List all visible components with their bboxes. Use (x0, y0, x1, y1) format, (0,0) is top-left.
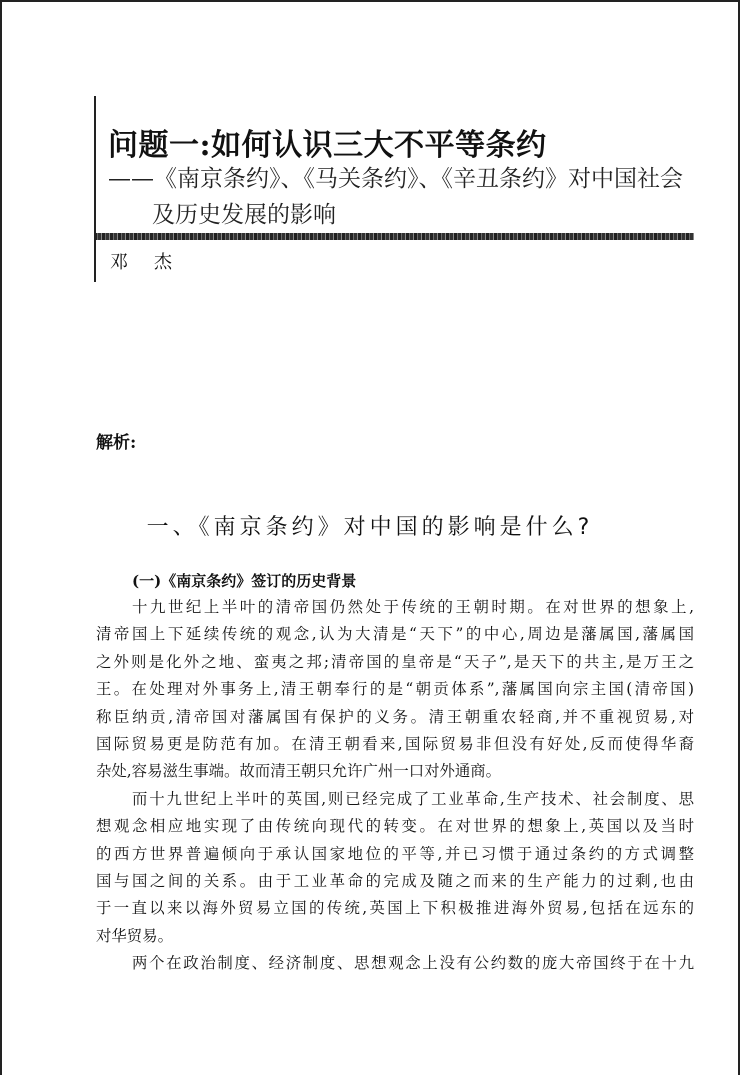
author-name: 邓杰 (110, 252, 198, 273)
paragraph-1-line: 称臣纳贡,清帝国对藩属国有保护的义务。清王朝重农轻商,并不重视贸易,对 (96, 707, 694, 726)
chapter-subtitle-line-1: ——《南京条约》、《马关条约》、《辛丑条约》对中国社会 (108, 166, 683, 192)
paragraph-2-line: 国与国之间的关系。由于工业革命的完成及随之而来的生产能力的过剩,也由 (96, 872, 694, 891)
paragraph-1-line: 杂处,容易滋生事端。故而清王朝只允许广州一口对外通商。 (96, 762, 502, 781)
paragraph-2-line: 想观念相应地实现了由传统向现代的转变。在对世界的想象上,英国以及当时 (96, 817, 694, 836)
title-decorative-band (94, 233, 694, 240)
sub-heading: (一)《南京条约》签订的历史背景 (132, 572, 357, 590)
chapter-subtitle-line-2: 及历史发展的影响 (152, 202, 336, 228)
paragraph-2-line: 而十九世纪上半叶的英国,则已经完成了工业革命,生产技术、社会制度、思 (132, 789, 694, 808)
chapter-title: 问题一:如何认识三大不平等条约 (108, 128, 547, 163)
paragraph-1-line: 清帝国上下延续传统的观念,认为大清是“天下”的中心,周边是藩属国,藩属国 (96, 625, 694, 644)
paragraph-1-line: 十九世纪上半叶的清帝国仍然处于传统的王朝时期。在对世界的想象上, (132, 598, 694, 616)
analysis-label: 解析: (96, 433, 137, 453)
paragraph-2-line: 的西方世界普遍倾向于承认国家地位的平等,并已习惯于通过条约的方式调整 (96, 844, 694, 863)
page-border-top (0, 0, 740, 2)
paragraph-1-line: 之外则是化外之地、蛮夷之邦;清帝国的皇帝是“天子”,是天下的共主,是万王之 (96, 652, 694, 671)
body-text (96, 594, 694, 978)
paragraph-1-line: 王。在处理对外事务上,清王朝奉行的是“朝贡体系”,藩属国向宗主国(清帝国) (96, 680, 694, 699)
section-heading: 一、《南京条约》对中国的影响是什么? (146, 515, 594, 540)
paragraph-2-line: 于一直以来以海外贸易立国的传统,英国上下积极推进海外贸易,包括在远东的 (96, 899, 694, 918)
paragraph-2-line: 对华贸易。 (96, 926, 173, 945)
paragraph-1-line: 国际贸易更是防范有加。在清王朝看来,国际贸易非但没有好处,反而使得华裔 (96, 735, 694, 754)
title-vertical-rule (94, 96, 96, 282)
paragraph-3-line: 两个在政治制度、经济制度、思想观念上没有公约数的庞大帝国终于在十九 (132, 954, 694, 973)
